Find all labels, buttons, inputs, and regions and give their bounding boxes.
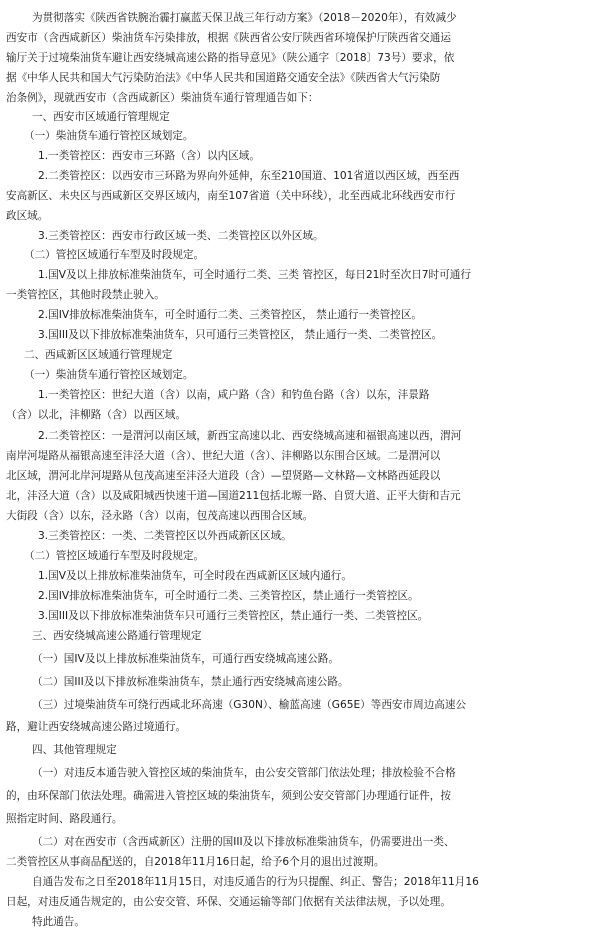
- text-line: 3.三类管控区：一类、二类管控区以外西咸新区区域。: [38, 529, 292, 542]
- text-line: 日起，对违反通告规定的，由公安交管、环保、交通运输等部门依据有关法律法规，予以处理。: [6, 896, 451, 908]
- closing-line: 特此通告。: [32, 916, 85, 928]
- subsection-heading: （一）柴油货车通行管控区域划定。: [24, 129, 194, 142]
- section-heading: 四、其他管理规定: [32, 744, 117, 757]
- text-line: （二）对在西安市（含西咸新区）注册的国III及以下排放标准柴油货车，仍需要进出一类、: [32, 835, 455, 848]
- text-line: 1.国V及以上排放标准柴油货车，可全时通行二类、三类 管控区，每日21时至次日7时可通行: [38, 269, 471, 282]
- section-heading: 一、西安市区域通行管理规定: [32, 110, 170, 123]
- text-line: 政区域。: [6, 210, 49, 223]
- text-line: （一）对违反本通告驶入管控区域的柴油货车，由公安交管部门依法处理；排放检验不合格: [32, 767, 456, 780]
- text-line: 二类管控区从事商品配送的，自2018年11月16日起，给予6个月的退出过渡期。: [6, 855, 385, 868]
- text-line: 照指定时间、路段通行。: [6, 813, 123, 825]
- text-line: 输厅关于过境柴油货车避让西安绕城高速公路的指导意见》（陕公通字〔2018〕73号）要求，依: [6, 51, 455, 64]
- subsection-heading: （一）柴油货车通行管控区域划定。: [24, 369, 194, 382]
- text-line: （二）国III及以下排放标准柴油货车，禁止通行西安绕城高速公路。: [32, 675, 349, 688]
- text-line: 路，避让西安绕城高速公路过境通行。: [6, 721, 187, 734]
- text-line: （一）国IV及以上排放标准柴油货车，可通行西安绕城高速公路。: [32, 652, 339, 665]
- text-line: 一类管控区，其他时段禁止驶入。: [6, 289, 165, 302]
- section-heading: 三、西安绕城高速公路通行管理规定: [32, 629, 202, 642]
- text-line: 的，由环保部门依法处理。确需进入管控区域的柴油货车，须到公安交管部门办理通行证件，按: [6, 790, 451, 803]
- text-line: 为贯彻落实《陕西省铁腕治霾打赢蓝天保卫战三年行动方案》（2018－2020年），有效减少: [32, 11, 457, 24]
- subsection-heading: （二）管控区域通行车型及时段规定。: [24, 249, 205, 262]
- subsection-heading: （二）管控区域通行车型及时段规定。: [24, 549, 205, 562]
- text-line: 北，沣泾大道（含）以及咸阳城西快速干道—国道211包括北塬一路、自贸大道、正平大街和吉元: [6, 489, 461, 502]
- text-line: 据《中华人民共和国大气污染防治法》《中华人民共和国道路交通安全法》《陕西省大气污染防: [6, 71, 441, 84]
- text-line: 1.一类管控区：世纪大道（含）以南，咸户路（含）和钓鱼台路（含）以东，沣景路: [38, 389, 430, 402]
- text-line: 自通告发布之日至2018年11月15日，对违反通告的行为只提醒、纠正、警告；2018年11月16: [32, 875, 479, 888]
- text-line: （含）以北，沣柳路（含）以西区域。: [6, 409, 187, 422]
- section-heading: 二、西咸新区区域通行管理规定: [24, 349, 173, 362]
- text-line: 2.国IV排放标准柴油货车，可全时通行二类、三类管控区，禁止通行一类管控区。: [38, 589, 419, 602]
- text-line: 治条例》，现就西安市（含西咸新区）柴油货车通行管理通告如下：: [6, 91, 319, 104]
- text-line: 2.二类管控区：一是渭河以南区域，新西宝高速以北、西安绕城高速和福银高速以西，渭河: [38, 429, 462, 442]
- text-line: 3.国III及以下排放标准柴油货车只可通行三类管控区，禁止通行一类、二类管控区。: [38, 609, 429, 622]
- text-line: 3.国III及以下排放标准柴油货车，只可通行三类管控区， 禁止通行一类、二类管控区。: [38, 329, 443, 342]
- text-line: 3.三类管控区：西安市行政区域一类、二类管控区以外区域。: [38, 230, 324, 243]
- text-line: 南岸河堤路从福银高速至沣泾大道（含）、世纪大道（含）、沣柳路以东围合区域。二是渭河以: [6, 449, 441, 462]
- text-line: 安高新区、未央区与西咸新区交界区域内，南至107省道（关中环线），北至西咸北环线西安市行: [6, 190, 456, 202]
- text-line: 北区域，渭河北岸河堤路从包茂高速至沣泾大道段（含）—望贤路—文林路—文林路西延段以: [6, 469, 441, 482]
- text-line: 1.一类管控区：西安市三环路（含）以内区域。: [38, 150, 260, 162]
- text-line: （三）过境柴油货车可绕行西咸北环高速（G30N）、榆蓝高速（G65E）等西安市周边高速公: [32, 698, 467, 711]
- text-line: 2.二类管控区：以西安市三环路为界向外延伸，东至210国道、101省道以西区域，西至西: [38, 170, 460, 182]
- text-line: 大街段（含）以东，泾永路（含）以南，包茂高速以西围合区域。: [6, 509, 314, 522]
- text-line: 1.国V及以上排放标准柴油货车，可全时段在西咸新区区域内通行。: [38, 569, 352, 582]
- text-line: 2.国IV排放标准柴油货车，可全时通行二类、三类管控区， 禁止通行一类管控区。: [38, 309, 423, 322]
- text-line: 西安市（含西咸新区）柴油货车污染排放，根据《陕西省公安厅陕西省环境保护厅陕西省交通运: [6, 31, 451, 44]
